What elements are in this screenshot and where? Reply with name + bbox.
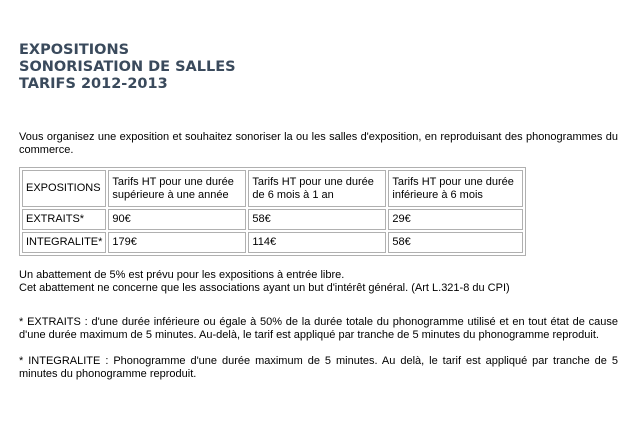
table-cell: 179€ (108, 232, 246, 253)
table-header-cell: Tarifs HT pour une durée de 6 mois à 1 an (248, 170, 386, 207)
tariff-table (19, 167, 526, 256)
table-header-row (22, 170, 523, 207)
table-cell: 90€ (108, 209, 246, 230)
footnote-extraits: * EXTRAITS : d'une durée inférieure ou égale à 50% de la durée totale du phonogramme utilisé et en tout état de cause d'une durée maximum de 5 minutes. Au-delà, le tarif est appliqué par tranche de 5 minutes du phonogramme reproduit. (19, 316, 618, 341)
table-header-cell: Tarifs HT pour une durée inférieure à 6 mois (388, 170, 523, 207)
table-cell: 58€ (248, 209, 386, 230)
page-subtitle: SONORISATION DE SALLES (19, 59, 236, 75)
table-row (22, 232, 523, 253)
table-row-label: INTEGRALITE* (22, 232, 106, 253)
page-title: EXPOSITIONS (19, 42, 130, 58)
table-header-cell: EXPOSITIONS (22, 170, 106, 207)
discount-note: Un abattement de 5% est prévu pour les expositions à entrée libre. (19, 269, 345, 281)
intro-paragraph: Vous organisez une exposition et souhaitez sonoriser la ou les salles d'exposition, en reproduisant des phonogrammes du commerce. (19, 131, 618, 156)
discount-condition-note: Cet abattement ne concerne que les associations ayant un but d'intérêt général. (Art L.321-8 du CPI) (19, 282, 510, 294)
table-row-label: EXTRAITS* (22, 209, 106, 230)
discount-notes (19, 269, 618, 295)
page-title-block (19, 42, 618, 93)
tariff-period-title: TARIFS 2012-2013 (19, 76, 168, 92)
page-content (19, 42, 618, 381)
table-cell: 114€ (248, 232, 386, 253)
table-cell: 29€ (388, 209, 523, 230)
table-cell: 58€ (388, 232, 523, 253)
footnote-integralite: * INTEGRALITE : Phonogramme d'une durée maximum de 5 minutes. Au delà, le tarif est appliqué par tranche de 5 minutes du phonogramme reproduit. (19, 355, 618, 380)
table-row (22, 209, 523, 230)
table-header-cell: Tarifs HT pour une durée supérieure à une année (108, 170, 246, 207)
